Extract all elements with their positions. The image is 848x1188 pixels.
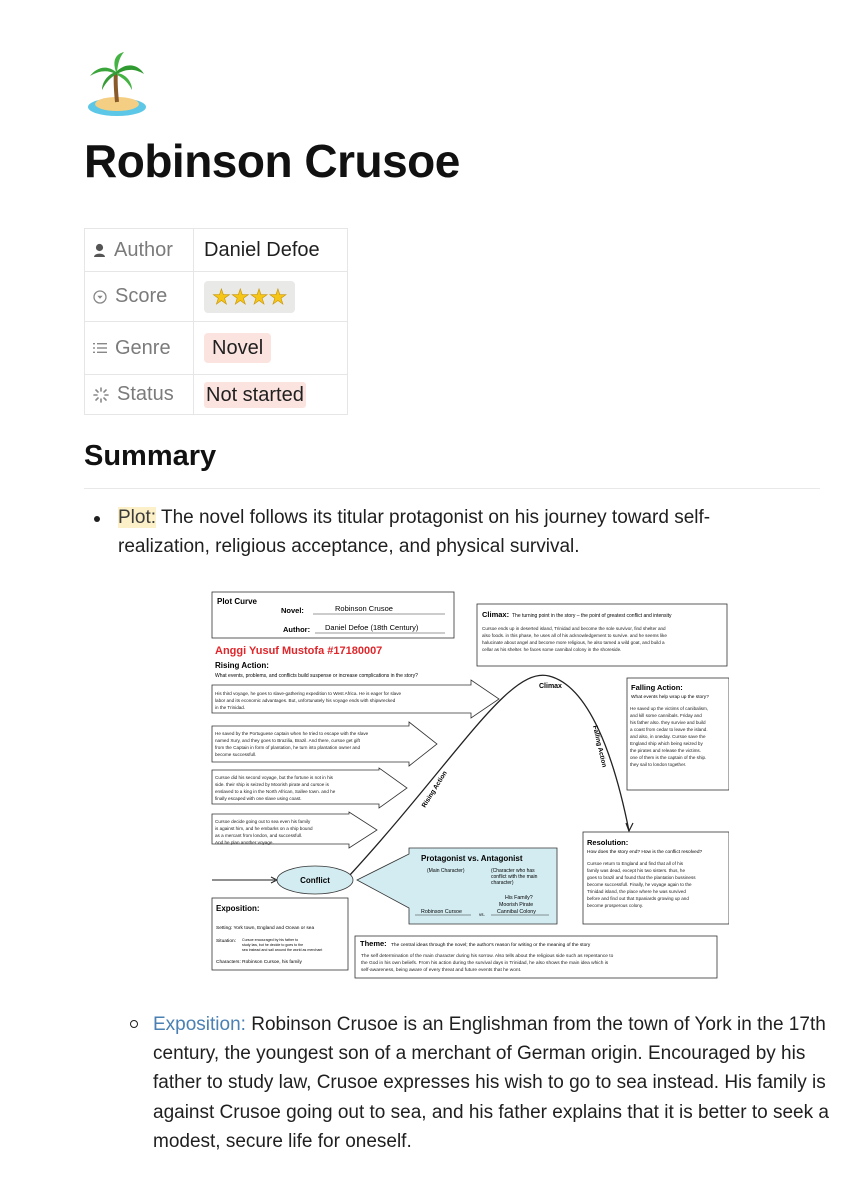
novel-label: Novel:	[281, 606, 304, 615]
star-icon: ★	[249, 285, 269, 309]
rising-4-line: is against him, and he embarks on a ship bound	[215, 826, 313, 831]
conflict-char-line: (Character who has	[491, 868, 535, 874]
properties-table	[84, 228, 348, 415]
climax-title: Climax:	[482, 610, 510, 619]
main-char-label: (Main Character)	[427, 868, 465, 874]
climax-arrow-label: Climax	[539, 683, 562, 690]
genre-tag[interactable]: Novel	[204, 333, 271, 363]
property-author[interactable]	[85, 229, 348, 272]
rising-1-line: His third voyage, he goes to slave-gathering expedition to West Africa. He is eager for slave	[215, 691, 402, 696]
person-icon	[93, 243, 106, 257]
vs-label: vs.	[479, 912, 485, 917]
property-status[interactable]	[85, 375, 348, 415]
summary-heading: Summary	[84, 440, 217, 472]
rising-sub: What events, problems, and conflicts build suspense or increase complications in the story?	[215, 673, 418, 679]
author-value[interactable]: Daniel Defoe	[194, 229, 348, 272]
antagonist-line: His Family?	[505, 895, 533, 901]
resolution-sub: How does the story end? How is the conflict resolved?	[587, 850, 703, 855]
bullet-circle	[130, 1020, 138, 1028]
rising-2-line: named Xury, and they goes to Brazilia, Brazil. And there, cursoe get gift	[215, 738, 360, 743]
property-key: Status	[117, 383, 174, 405]
rising-2-line: become successfull.	[215, 752, 257, 757]
exposition-text: Robinson Crusoe is an Englishman from the town of York in the 17th century, the youngest son of a merchant of German origin. Encouraged by his father to study law, Crusoe expresses his wish to go to sea instead. His family is against Crusoe going out to sea, and his father explains that it is better to seek a modest, secure life for oneself.	[153, 1014, 829, 1152]
theme-title: Theme:	[360, 939, 387, 948]
property-genre[interactable]	[85, 322, 348, 375]
characters-line: Characters: Robinson Cursoe, his family	[216, 960, 302, 965]
property-score[interactable]	[85, 272, 348, 322]
situation-line: sea instead and sail around the world as merchant	[242, 948, 323, 952]
page-title: Robinson Crusoe	[84, 135, 460, 187]
climax-line: also foods. in this phase, he uses all of his acknowledgement to survive. and he seems like	[482, 633, 667, 638]
resolution-line: Trinidad island, the place where he was survived	[587, 889, 686, 894]
resolution-line: Cursoe return to England and find that all of his	[587, 861, 684, 866]
plot-bullet	[94, 503, 794, 561]
plot-label: Plot:	[118, 507, 157, 528]
status-tag[interactable]: Not started	[206, 383, 304, 406]
situation-label: Situation:	[216, 939, 237, 944]
rising-box-3	[212, 768, 407, 808]
rising-arrow-label: Rising Action	[420, 770, 449, 810]
novel-value: Robinson Crusoe	[335, 604, 393, 613]
falling-title: Falling Action:	[631, 683, 683, 692]
property-key: Genre	[115, 336, 171, 359]
plot-curve-image[interactable]	[209, 586, 729, 982]
falling-line: and kill some cannibals. Friday and	[630, 713, 702, 718]
falling-line: England ship which being seized by	[630, 741, 703, 746]
theme-line: The self determination of the main character during his sorrow. Also tells about the religious side such as repentance to	[361, 954, 614, 959]
bullet-dot	[94, 516, 100, 522]
rising-2-line: from the Captain in form of plantation, he turn into plantation owner and	[215, 745, 361, 750]
falling-line: He saved up the victims of canibalism,	[630, 706, 709, 711]
rising-4-line: as a mercant from london, and successfull.	[215, 833, 303, 838]
resolution-line: become successfull. Finally, he voyage again to the	[587, 882, 692, 887]
conflict-char-line: character)	[491, 880, 514, 886]
pva-title: Protagonist vs. Antagonist	[421, 854, 523, 863]
antagonist-line: Moorish Pirate	[499, 902, 534, 908]
score-stars[interactable]	[204, 281, 295, 313]
rising-box-2	[212, 722, 437, 766]
star-icon: ★	[268, 285, 288, 309]
rising-3-line: finally escaped with one slave using coast.	[215, 796, 302, 801]
situation-line: Cursoe encouraged by his father to	[242, 938, 299, 942]
author-label: Author:	[283, 625, 311, 634]
falling-line: one of them is the captain of the ship.	[630, 755, 707, 760]
plot-curve-label: Plot Curve	[217, 597, 258, 606]
list-icon	[93, 342, 107, 354]
rising-1-line: labor and its economic advantages. But, unfortunately his voyage ends with shipwrecked	[215, 698, 396, 703]
resolution-title: Resolution:	[587, 838, 629, 847]
falling-line: the pirates and release the victims.	[630, 748, 701, 753]
resolution-line: family was dead, except his two sisters. thus, he	[587, 868, 686, 873]
climax-line: Cursoe ends up in deserted island, Trinidad and become the sole survivor, find shelter and	[482, 626, 666, 631]
rising-4-line: Cursoe decide going out to sea even his family	[215, 819, 311, 824]
climax-sub: The turning point in the story – the point of greatest conflict and intensity	[512, 613, 672, 619]
student-name: Anggi Yusuf Mustofa #17180007	[215, 645, 383, 657]
falling-sub: What events help wrap up the story?	[631, 695, 709, 700]
protagonist-name: Robinson Cursoe	[421, 909, 462, 915]
antagonist-line: Cannibal Colony	[497, 909, 536, 915]
select-icon	[93, 290, 107, 304]
star-icon: ★	[212, 285, 231, 309]
theme-line: self-awareness, being aware of every threat and future events that he wont.	[361, 968, 522, 973]
situation-line: study law, but he decide to goes to the	[242, 943, 304, 947]
exposition-label: Exposition:	[153, 1014, 246, 1035]
conflict-char-line: conflict with the main	[491, 874, 538, 880]
rising-4-line: And he plan another voyage.	[215, 840, 274, 845]
property-key: Author	[114, 238, 173, 261]
rising-title: Rising Action:	[215, 661, 269, 670]
rising-3-line: Cursoe did his second voyage, but the fortune is not in his	[215, 775, 333, 780]
author-value-fig: Daniel Defoe (18th Century)	[325, 623, 419, 632]
exposition-bullet	[130, 1010, 830, 1156]
desert-island-icon[interactable]	[86, 52, 148, 118]
conflict-label: Conflict	[300, 876, 330, 885]
theme-sub: The central ideas through the novel; the author's reason for writing or the meaning of the story	[391, 943, 591, 948]
resolution-line: become prosperous colony.	[587, 903, 644, 908]
resolution-texts	[587, 861, 696, 908]
setting-line: Setting: York town, England and Ocean or sea	[216, 926, 315, 931]
falling-arrow-label: Falling Action	[591, 724, 608, 769]
falling-texts	[630, 706, 708, 767]
theme-line: the God in his own beliefs. From his action during the survival days in Trinidad, he also shows the main idea which is	[361, 961, 609, 966]
status-icon	[93, 387, 109, 403]
plot-text: The novel follows its titular protagonist on his journey toward self-realization, religious acceptance, and physical survival.	[118, 507, 711, 557]
rising-3-line: enslaved to a king in the North African, Sallee town. and he	[215, 789, 336, 794]
resolution-line: goes to brazil and found that the plantation bussiness	[587, 875, 696, 880]
climax-line: halucinate about angel and become more religious, he also tamed a wild goat, and build a	[482, 640, 665, 645]
falling-line: his father also. they survive and build	[630, 720, 706, 725]
rising-2-line: He saved by the Portuguese captain when he tried to escape with the slave	[215, 731, 369, 736]
property-key: Score	[115, 285, 168, 307]
exposition-title: Exposition:	[216, 904, 260, 913]
climax-line: cellar as his shelter. he faces some cannibal colony in the shoreside.	[482, 647, 622, 652]
resolution-line: before and find out that Spaniards growing up and	[587, 896, 689, 901]
rising-3-line: side. their ship is seized by Moorish pirate and cursoe is	[215, 782, 329, 787]
heading-divider	[84, 488, 820, 489]
falling-line: a coast from cedar to leave the island.	[630, 727, 708, 732]
falling-line: they sail to london together.	[630, 762, 687, 767]
rising-1-line: in the Trinidad.	[215, 705, 246, 710]
star-icon: ★	[230, 285, 250, 309]
falling-line: and also, in oneday. Cursoe save the	[630, 734, 706, 739]
